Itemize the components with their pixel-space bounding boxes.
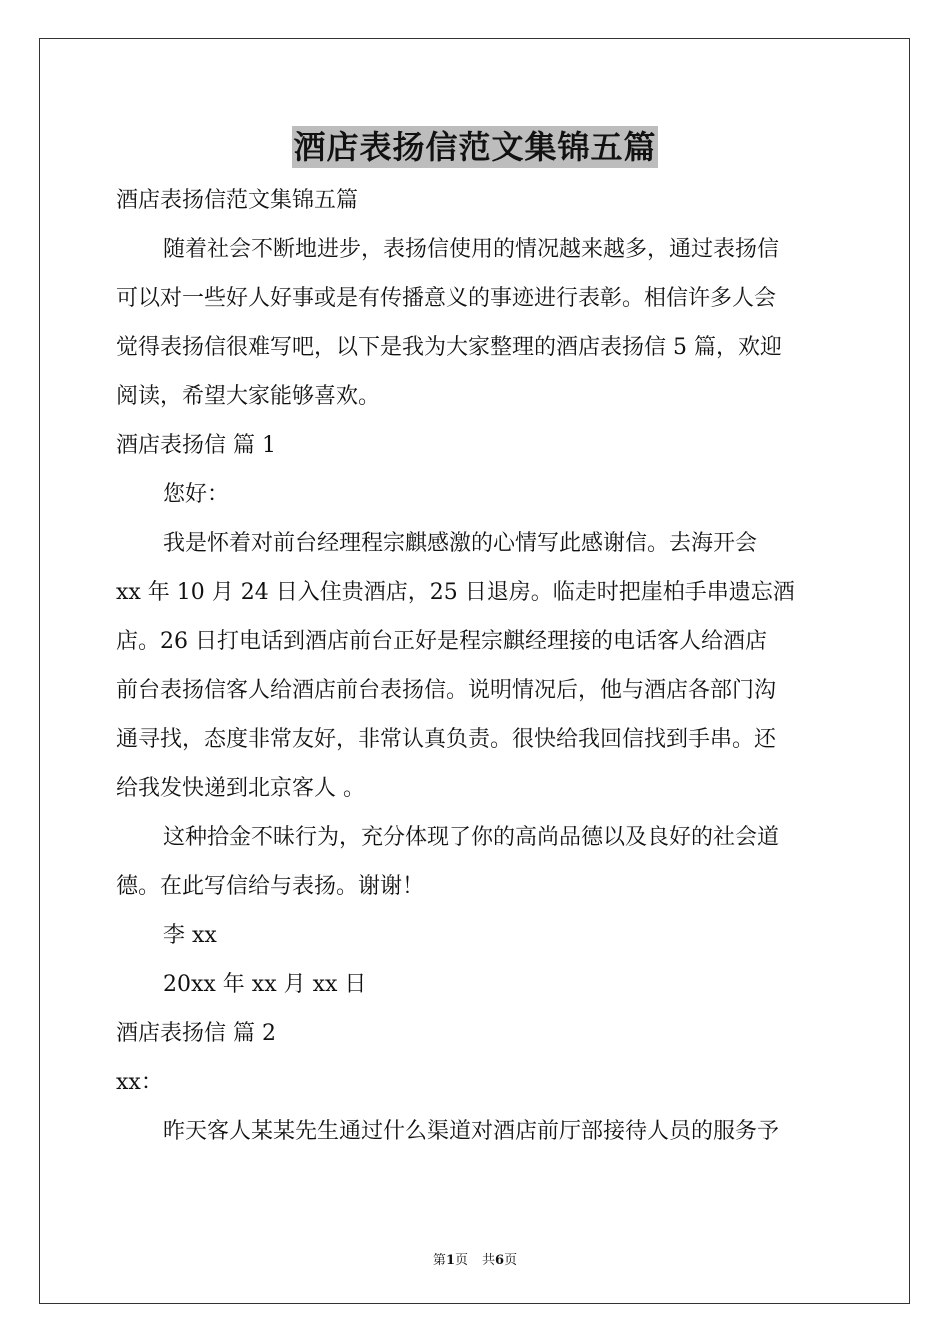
total-prefix: 共 [482, 1253, 496, 1268]
text-line: 您好： [163, 482, 230, 507]
page-suffix: 页 [454, 1253, 468, 1268]
document-title: 酒店表扬信范文集锦五篇 [293, 128, 657, 166]
text-line: 给我发快递到北京客人 。 [116, 776, 365, 801]
text-line: 我是怀着对前台经理程宗麒感激的心情写此感谢信。去海开会 [163, 531, 758, 556]
text-line: xx 年 10 月 24 日入住贵酒店，25 日退房。临走时把崖柏手串遗忘酒 [116, 580, 795, 605]
text-line: 可以对一些好人好事或是有传播意义的事迹进行表彰。相信许多人会 [116, 286, 777, 311]
text-line: 酒店表扬信 篇 2 [116, 1021, 276, 1046]
text-line: 李 xx [163, 923, 217, 948]
text-line: 阅读，希望大家能够喜欢。 [116, 384, 381, 409]
title-container [0, 126, 950, 168]
document-body [116, 176, 836, 1156]
page-footer [0, 1249, 950, 1268]
text-line: 酒店表扬信 篇 1 [116, 433, 276, 458]
page-prefix: 第 [432, 1253, 446, 1268]
text-line: xx： [116, 1070, 163, 1095]
text-line: 酒店表扬信范文集锦五篇 [116, 188, 359, 213]
text-line: 这种拾金不昧行为，充分体现了你的高尚品德以及良好的社会道 [163, 825, 780, 850]
text-line: 通寻找，态度非常友好，非常认真负责。很快给我回信找到手串。还 [116, 727, 777, 752]
text-line: 昨天客人某某先生通过什么渠道对酒店前厅部接待人员的服务予 [163, 1119, 780, 1144]
text-line: 20xx 年 xx 月 xx 日 [163, 972, 367, 997]
text-line: 德。在此写信给与表扬。谢谢！ [116, 874, 425, 899]
text-line: 前台表扬信客人给酒店前台表扬信。说明情况后，他与酒店各部门沟 [116, 678, 777, 703]
text-line: 店。26 日打电话到酒店前台正好是程宗麒经理接的电话客人给酒店 [116, 629, 767, 654]
text-line: 随着社会不断地进步，表扬信使用的情况越来越多，通过表扬信 [163, 237, 780, 262]
total-pages: 6 [495, 1253, 505, 1268]
text-line: 觉得表扬信很难写吧，以下是我为大家整理的酒店表扬信 5 篇，欢迎 [116, 335, 782, 360]
page-number: 1 [445, 1253, 455, 1268]
total-suffix: 页 [504, 1253, 518, 1268]
